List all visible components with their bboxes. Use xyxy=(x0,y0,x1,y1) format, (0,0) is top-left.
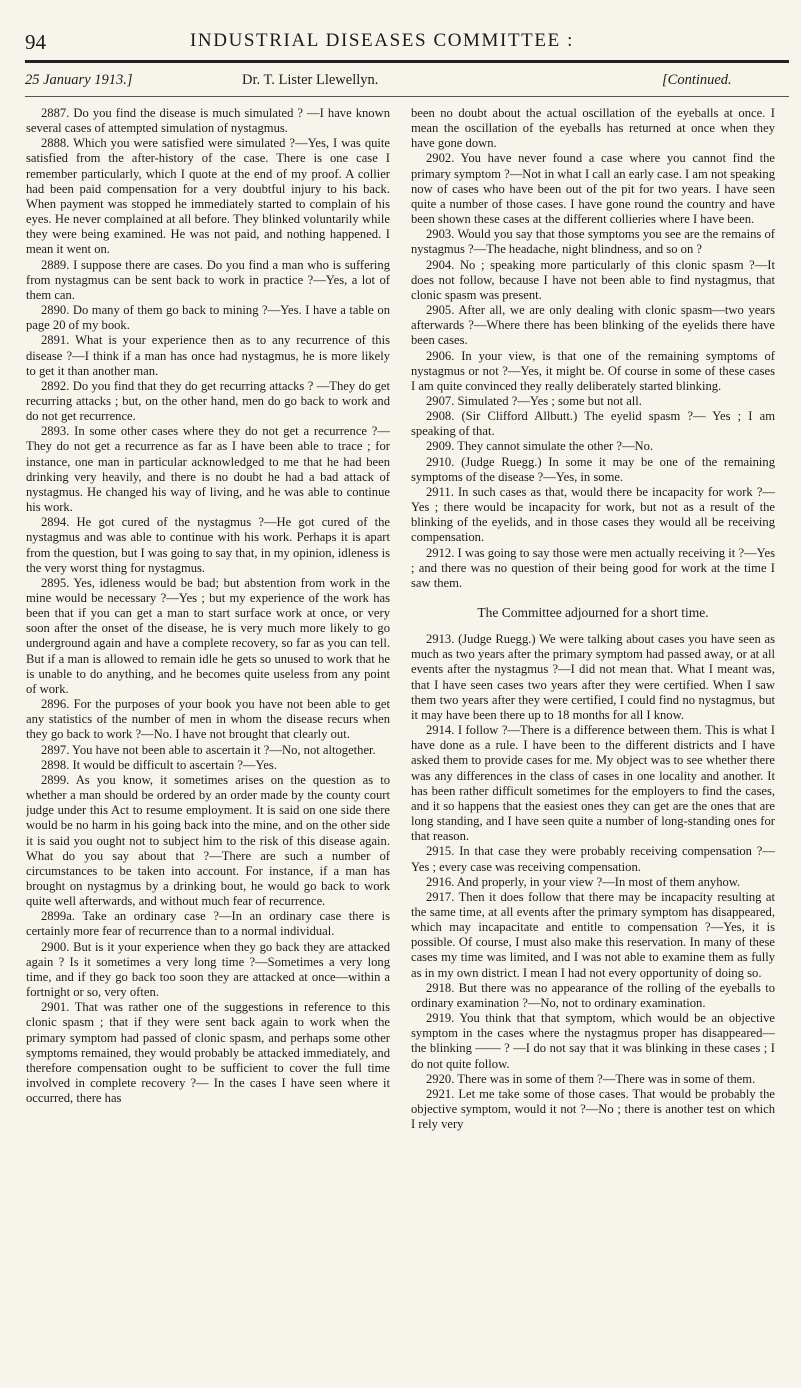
page-number: 94 xyxy=(25,30,46,54)
testimony-paragraph: 2887. Do you find the disease is much simulated ? —I have known several cases of attempted simulation of nystagmus. xyxy=(26,106,390,136)
testimony-paragraph: 2899. As you know, it sometimes arises on the question as to whether a man should be ordered by an order made by the county court judge under this Act to resume employment. It is said on one side there would be no harm in his going back into the mine, and on the other side it is said you ought not to subject him to the risk of this disease again. What do you say about that ?—There are such a number of circumstances to be taken into account. For instance, if a man has brought on nystagmus by a drinking bout, he would go back to work quite well afterwards, and without much fear of recurrence. xyxy=(26,772,390,909)
testimony-paragraph: 2907. Simulated ?—Yes ; some but not all. xyxy=(426,393,642,408)
testimony-paragraph: 2895. Yes, idleness would be bad; but abstention from work in the mine would be necessary ?—Yes ; but my experience of the work has been that if you can get a man to start surface work at once, or very soon after the onset of the disease, he is very much more likely to go underground again and have a complete recovery, so far as you can tell. But if a man is allowed to remain idle he gets so unused to work that he is unable to do anything, and he becomes quite useless from any point of work. xyxy=(26,575,390,696)
testimony-paragraph: 2911. In such cases as that, would there be incapacity for work ?—Yes ; there would be incapacity for work, but not as a result of the blinking of the eyelids, and in those cases they would all be receiving compensation. xyxy=(411,484,775,545)
continued-label: [Continued. xyxy=(662,72,732,88)
testimony-paragraph: 2916. And properly, in your view ?—In most of them anyhow. xyxy=(426,874,741,889)
testimony-paragraph: 2901. That was rather one of the suggestions in reference to this clonic spasm ; that if they were sent back again to work when the primary symptom had passed of clonic spasm, and perhaps some other symptoms remained, they would probably be attacked immediately, and therefore compensation ought to be sufficient to cover the full time involved in complete recovery ?— In the cases I have seen where it occurred, there has xyxy=(26,1000,390,1106)
testimony-paragraph: 2920. There was in some of them ?—There was in some of them. xyxy=(426,1071,756,1086)
testimony-paragraph: 2914. I follow ?—There is a difference between them. This is what I have done as a rule. I have been to the different districts and I have asked them to provide cases for me. My object was to see whether there was any differences in the class of cases in one locality and another. It has been rather difficult sometimes for the employers to find the cases, and it so happens that the easiest ones they can get are the ones that are long standing, and I have seen quite a number of long-standing ones for that reason. xyxy=(411,723,775,844)
testimony-paragraph: 2899a. Take an ordinary case ?—In an ordinary case there is certainly more fear of recurrence than to a normal individual. xyxy=(26,909,390,939)
subheader-rule xyxy=(25,96,789,97)
testimony-paragraph: 2889. I suppose there are cases. Do you find a man who is suffering from nystagmus can be sent back to work in practice ?—Yes, a lot of them can. xyxy=(26,257,390,302)
testimony-paragraph: 2903. Would you say that those symptoms you see are the remains of nystagmus ?—The headache, night blindness, and so on ? xyxy=(411,227,775,257)
testimony-paragraph: 2908. (Sir Clifford Allbutt.) The eyelid spasm ?— Yes ; I am speaking of that. xyxy=(411,409,775,439)
testimony-paragraph: 2906. In your view, is that one of the remaining symptoms of nystagmus or not ?—Yes, it might be. Of course in some of these cases I am quite convinced they really deliberately started blinking. xyxy=(411,348,775,393)
testimony-paragraph: 2913. (Judge Ruegg.) We were talking about cases you have seen as much as two years after the primary symptom had passed away, or at all events after the nystagmus ?—I did not mean that. What I meant was, that I have seen cases two years after they were certified. When I saw them two years after they were certified, I could find no nystagmus, but it may have been there up to 18 months for all I know. xyxy=(411,632,775,722)
testimony-paragraph: 2921. Let me take some of those cases. That would be probably the objective symptom, would it not ?—No ; there is another test on which I rely very xyxy=(411,1086,775,1132)
adjournment-note: The Committee adjourned for a short time. xyxy=(477,605,709,620)
testimony-paragraph: 2909. They cannot simulate the other ?—No. xyxy=(426,439,654,454)
testimony-paragraph: 2904. No ; speaking more particularly of this clonic spasm ?—It does not follow, because I have not been able to find nystagmus, that clonic spasm was present. xyxy=(411,257,775,302)
testimony-paragraph: 2897. You have not been able to ascertain it ?—No, not altogether. xyxy=(41,742,376,757)
witness-name: Dr. T. Lister Llewellyn. xyxy=(242,72,379,88)
testimony-paragraph: 2902. You have never found a case where you cannot find the primary symptom ?—Not in what I call an early case. I am not speaking now of cases who have been out of the pit for two years. I have seen quite a number of those cases. I have gone round the country and have been shown these cases at the different collieries where I have been. xyxy=(411,151,775,227)
testimony-paragraph: 2896. For the purposes of your book you have not been able to get any statistics of the number of men in whom the disease recurs when they go back to work ?—No. I have not brought that clearly out. xyxy=(26,697,390,742)
testimony-paragraph: 2891. What is your experience then as to any recurrence of this disease ?—I think if a man has once had nystagmus, he is more likely to get it than another man. xyxy=(26,333,390,378)
testimony-paragraph: 2910. (Judge Ruegg.) In some it may be one of the remaining symptoms of the disease ?—Yes, in some. xyxy=(411,454,775,484)
testimony-paragraph: 2905. After all, we are only dealing with clonic spasm—two years afterwards ?—Where there has been blinking of the eyelids there have been cases. xyxy=(411,303,775,348)
testimony-paragraph: 2892. Do you find that they do get recurring attacks ? —They do get recurring attacks ; but, on the other hand, men do go back to work and do not get recurrence. xyxy=(26,378,390,424)
running-title: INDUSTRIAL DISEASES COMMITTEE : xyxy=(190,30,575,51)
testimony-paragraph: 2918. But there was no appearance of the rolling of the eyeballs to ordinary examination ?—No, not to ordinary examination. xyxy=(411,980,775,1010)
testimony-paragraph: been no doubt about the actual oscillation of the eyeballs at once. I mean the oscillation of the eyeballs has returned at once when they have gone down. xyxy=(411,106,775,151)
testimony-paragraph: 2893. In some other cases where they do not get a recurrence ?—They do not get a recurrence as far as I have been able to trace ; for instance, one man in particular acknowledged to me that he had been drinking very heavily, and there is no doubt he had a bad attack of nystagmus. He changed his way of living, and he was able to continue his work. xyxy=(26,424,390,515)
testimony-paragraph: 2919. You think that that symptom, which would be an objective symptom in the cases where the nystagmus proper has disappeared—the blinking —— ? —I do not say that it was blinking in these cases ; I do not quite follow. xyxy=(411,1011,775,1071)
testimony-paragraph: 2912. I was going to say those were men actually receiving it ?—Yes ; and there was no question of their being good for work at the time I saw them. xyxy=(411,545,775,590)
testimony-paragraph: 2917. Then it does follow that there may be incapacity resulting at the same time, at all events after the primary symptom has disappeared, which may incapacitate and entitle to compensation ?—Yes, it is possible. Of course, I must also make this reservation. In many of these cases my time was limited, and I was not able to examine them as fully as in my own district. I mean I had not every opportunity of doing so. xyxy=(411,889,775,980)
testimony-paragraph: 2898. It would be difficult to ascertain ?—Yes. xyxy=(41,757,277,772)
testimony-paragraph: 2900. But is it your experience when they go back they are attacked again ? Is it sometimes a very long time ?—Sometimes a very long time, and if they go back too soon they are attacked at once—within a fortnight or so, very often. xyxy=(26,939,390,1000)
left-column xyxy=(26,106,390,1376)
header-rule xyxy=(25,60,789,63)
sitting-date: 25 January 1913.] xyxy=(25,72,133,88)
testimony-paragraph: 2915. In that case they were probably receiving compensation ?—Yes ; every case was receiving compensation. xyxy=(411,844,775,874)
testimony-paragraph: 2894. He got cured of the nystagmus ?—He got cured of the nystagmus and was able to continue with his work. Perhaps it is apart from the question, but I was going to say that, in my opinion, idleness is the very worst thing for nystagmus. xyxy=(26,515,390,575)
testimony-paragraph: 2888. Which you were satisfied were simulated ?—Yes, I was quite satisfied from the after-history of the case. There is one case I remember particularly, which I quote at the end of my proof. A collier had been paid compensation for a very doubtful injury to his back. When payment was stopped he immediately started to complain of his eyes. He never complained at all before. They blinked voluntarily while they were being examined. He was not paid, and nothing happened. I mean it went on. xyxy=(26,136,390,257)
right-column xyxy=(411,106,775,1376)
testimony-paragraph: 2890. Do many of them go back to mining ?—Yes. I have a table on page 20 of my book. xyxy=(26,303,390,333)
